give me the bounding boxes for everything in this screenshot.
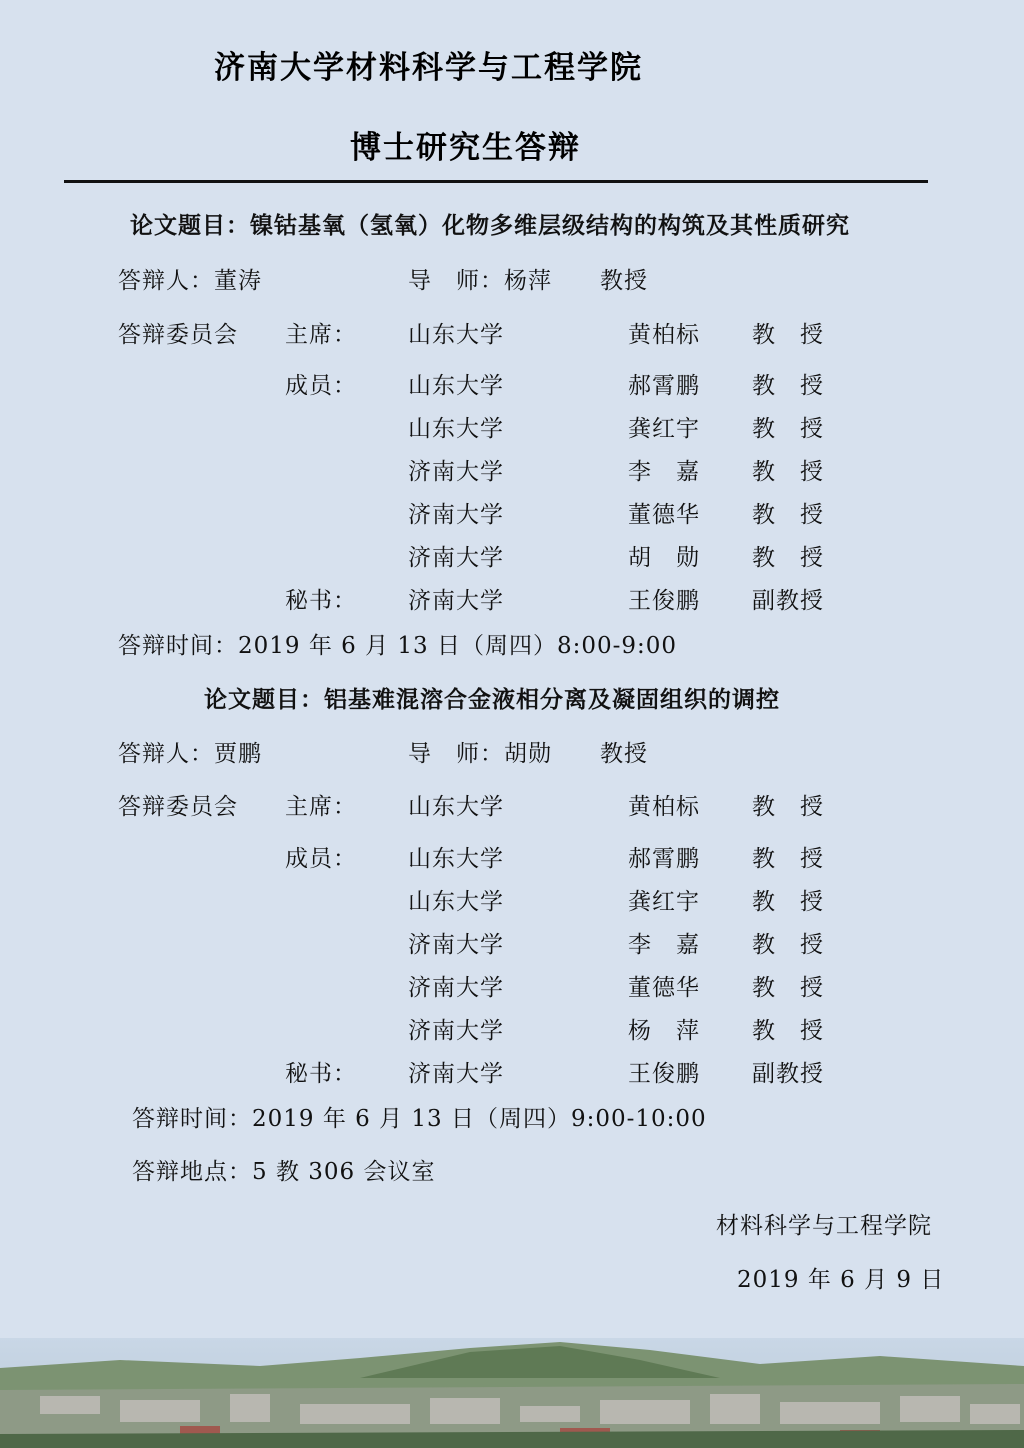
advisor-2: 导 师：胡勋 教授 (408, 741, 648, 767)
thesis-topic-2: 论文题目：铝基难混溶合金液相分离及凝固组织的调控 (204, 686, 780, 713)
issuer: 材料科学与工程学院 (716, 1213, 932, 1239)
committee-org: 山东大学 (408, 416, 504, 442)
committee-member-name: 黄柏标 (628, 794, 700, 820)
committee-role: 主席： (285, 794, 357, 820)
defense-location: 答辩地点：5 教 306 会议室 (132, 1159, 436, 1185)
committee-member-name: 龚红宇 (628, 889, 700, 915)
committee-label-2: 答辩委员会 (118, 794, 238, 820)
advisor-1: 导 师：杨萍 教授 (408, 268, 648, 294)
committee-member-title: 教 授 (752, 459, 824, 485)
committee-member-name: 李 嘉 (628, 932, 700, 958)
committee-org: 济南大学 (408, 502, 504, 528)
committee-role: 成员： (285, 373, 357, 399)
committee-member-name: 董德华 (628, 502, 700, 528)
committee-org: 山东大学 (408, 889, 504, 915)
committee-member-title: 副教授 (752, 1061, 824, 1087)
page-title: 济南大学材料科学与工程学院 (214, 50, 643, 86)
committee-member-title: 教 授 (752, 545, 824, 571)
committee-member-name: 郝霄鹏 (628, 846, 700, 872)
committee-role: 主席： (285, 322, 357, 348)
committee-member-name: 杨 萍 (628, 1018, 700, 1044)
committee-member-title: 教 授 (752, 502, 824, 528)
committee-member-title: 教 授 (752, 1018, 824, 1044)
title-divider (64, 180, 928, 183)
committee-member-title: 教 授 (752, 975, 824, 1001)
committee-org: 山东大学 (408, 846, 504, 872)
committee-member-title: 教 授 (752, 322, 824, 348)
committee-org: 济南大学 (408, 1061, 504, 1087)
thesis-topic-1: 论文题目：镍钴基氧（氢氧）化物多维层级结构的构筑及其性质研究 (130, 212, 850, 239)
candidate-2: 答辩人：贾鹏 (118, 741, 262, 767)
committee-org: 济南大学 (408, 588, 504, 614)
committee-label-1: 答辩委员会 (118, 322, 238, 348)
committee-org: 济南大学 (408, 932, 504, 958)
committee-org: 济南大学 (408, 545, 504, 571)
committee-member-name: 郝霄鹏 (628, 373, 700, 399)
committee-org: 山东大学 (408, 373, 504, 399)
committee-member-name: 黄柏标 (628, 322, 700, 348)
committee-member-name: 王俊鹏 (628, 1061, 700, 1087)
issue-date: 2019 年 6 月 9 日 (737, 1267, 945, 1293)
defense-time-2: 答辩时间：2019 年 6 月 13 日（周四）9:00-10:00 (132, 1106, 707, 1132)
committee-member-title: 教 授 (752, 889, 824, 915)
committee-member-title: 教 授 (752, 794, 824, 820)
committee-member-name: 李 嘉 (628, 459, 700, 485)
defense-time-1: 答辩时间：2019 年 6 月 13 日（周四）8:00-9:00 (118, 633, 678, 659)
committee-member-name: 胡 勋 (628, 545, 700, 571)
committee-member-title: 教 授 (752, 846, 824, 872)
committee-org: 济南大学 (408, 975, 504, 1001)
committee-role: 秘书： (285, 1061, 357, 1087)
campus-panorama-image (0, 1338, 1024, 1448)
committee-member-title: 教 授 (752, 373, 824, 399)
committee-member-name: 王俊鹏 (628, 588, 700, 614)
committee-role: 成员： (285, 846, 357, 872)
page-subtitle: 博士研究生答辩 (350, 130, 581, 166)
committee-org: 济南大学 (408, 1018, 504, 1044)
committee-member-title: 教 授 (752, 416, 824, 442)
committee-org: 山东大学 (408, 322, 504, 348)
committee-member-title: 副教授 (752, 588, 824, 614)
committee-member-title: 教 授 (752, 932, 824, 958)
committee-org: 山东大学 (408, 794, 504, 820)
committee-role: 秘书： (285, 588, 357, 614)
committee-org: 济南大学 (408, 459, 504, 485)
committee-member-name: 龚红宇 (628, 416, 700, 442)
committee-member-name: 董德华 (628, 975, 700, 1001)
candidate-1: 答辩人：董涛 (118, 268, 262, 294)
